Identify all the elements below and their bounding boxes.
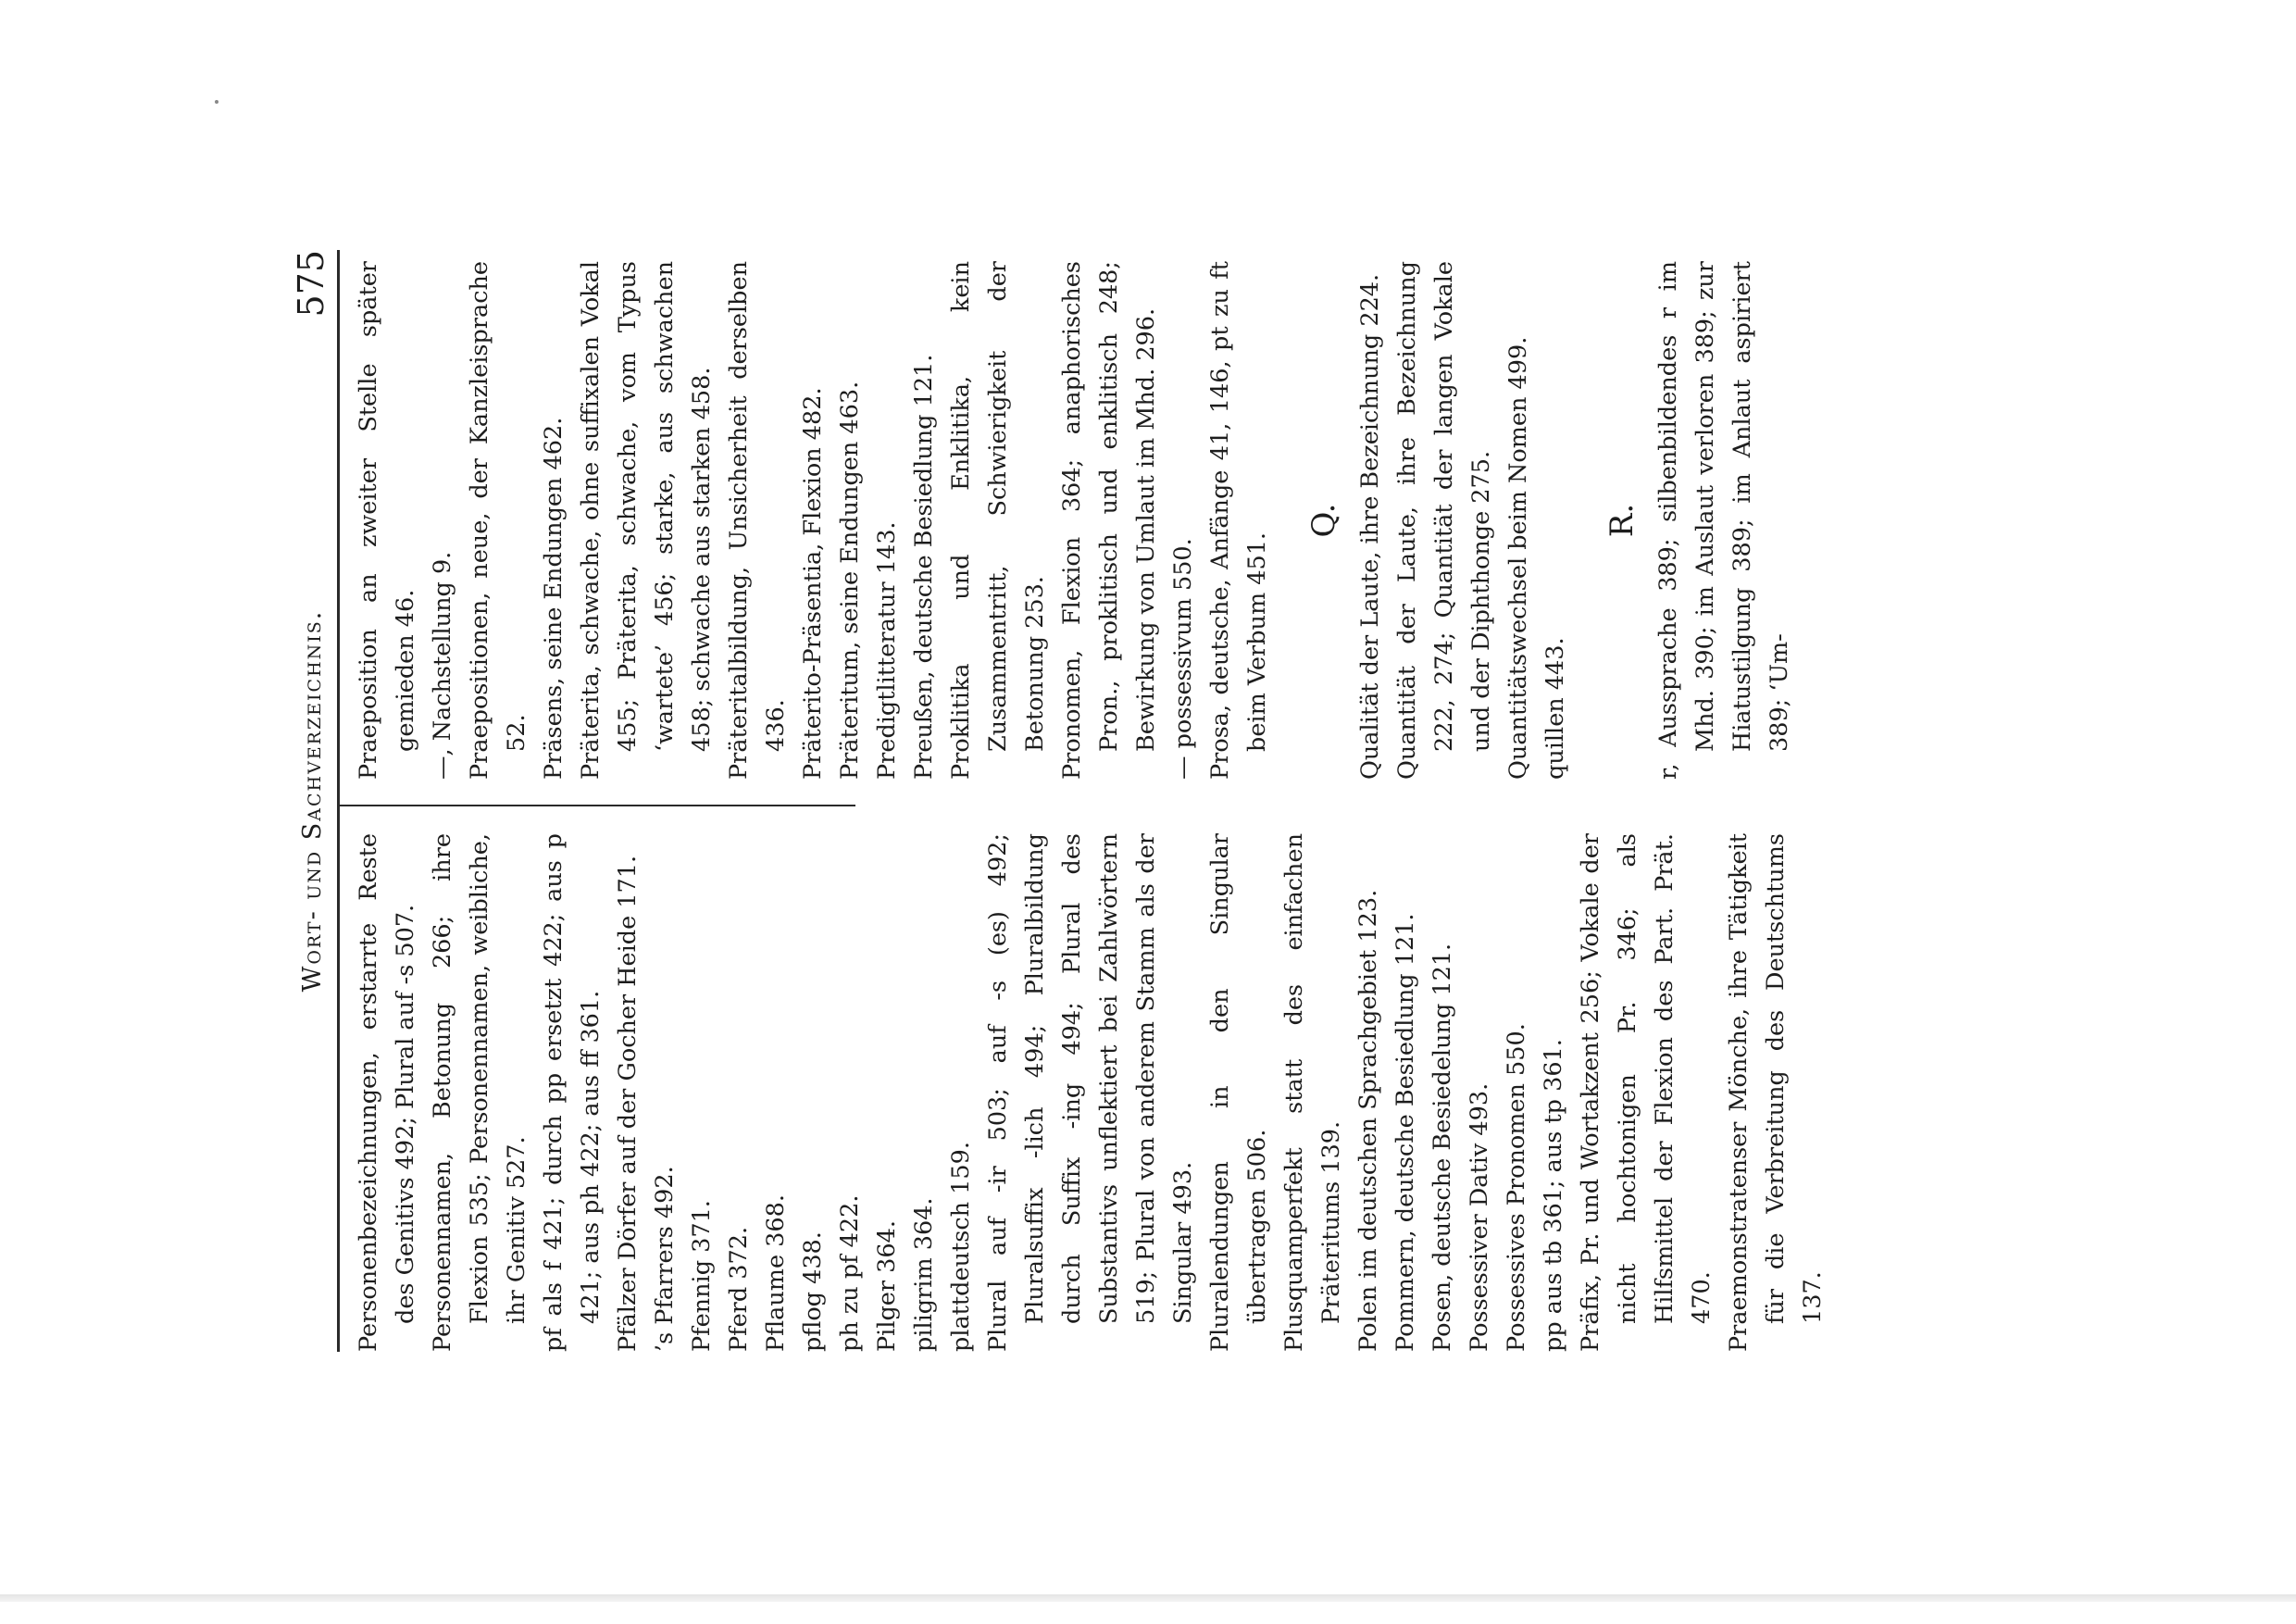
index-entry: pf als f 421; durch pp ersetzt 422; aus p 421; aus ph 422; aus ff 361. [540, 833, 605, 1352]
scan-edge [0, 1594, 2296, 1602]
index-entry: Qualität der Laute, ihre Bezeichnung 224. [1356, 273, 1384, 780]
index-entry: pflog 438. [799, 1231, 827, 1352]
scan-speck [215, 100, 218, 104]
index-entry: Possessiver Dativ 493. [1466, 1082, 1493, 1352]
page-number: 575 [291, 250, 331, 318]
index-entry: Präterita, schwache, ohne suffixalen Vokal 455; Präterita, schwache, vom Typus ‘wartete’ 456; starke, aus schwachen 458; schwache aus starken 458. [577, 261, 716, 780]
index-entry: Quantität der Laute, ihre Bezeichnung 222, 274; Quantität der langen Vokale und der Diphthonge 275. [1393, 261, 1495, 780]
index-entry: Personennamen, Betonung 266; ihre Flexion 535; Personennamen, weibliche, ihr Genitiv 527. [429, 833, 530, 1352]
running-header [287, 250, 340, 1352]
index-entry: Präsens, seine Endungen 462. [540, 417, 568, 780]
index-entry: Plural auf -ir 503; auf -s (es) 492; Pluralsuffix -lich 494; Pluralbildung durch Suffix -ing 494; Plural des Substantivs unflektiert bei Zahlwörtern 519; Plural von anderem Stamm als der Singular 493. [984, 833, 1197, 1352]
running-title: Wort- und Sachverzeichnis. [298, 609, 327, 993]
index-entry: Praepositionen, neue, der Kanzleisprache 52. [466, 261, 530, 780]
index-entry: Präfix, Pr. und Wortakzent 256; Vokale der nicht hochtonigen Pr. 346; als Hilfsmittel der Flexion des Part. Prät. 470. [1577, 833, 1716, 1352]
index-entry: piligrim 364. [910, 1197, 938, 1352]
index-entry: Präterito-Präsentia, Flexion 482. [799, 387, 827, 780]
index-entry: Pfennig 371. [688, 1200, 716, 1352]
right-column [350, 261, 2183, 780]
index-entry: — possessivum 550. [1169, 538, 1197, 780]
section-heading-r: R. [1603, 503, 1641, 538]
column-divider [337, 805, 855, 806]
index-entry: Possessives Pronomen 550. [1503, 1023, 1530, 1352]
index-entry: Preußen, deutsche Besiedlung 121. [910, 354, 938, 780]
index-entry: Posen, deutsche Besiedelung 121. [1429, 943, 1456, 1352]
index-entry: quillen 443. [1541, 637, 1569, 780]
index-entry: Pilger 364. [873, 1220, 901, 1352]
index-entry: Pferd 372. [725, 1226, 753, 1352]
index-entry: Praemonstratenser Mönche, ihre Tätigkeit für die Verbreitung des Deutschtums 137. [1725, 833, 1827, 1352]
index-entry: Quantitätswechsel beim Nomen 499. [1504, 336, 1532, 780]
index-entry: Personenbezeichnungen, erstarrte Reste des Genitivs 492; Plural auf -s 507. [355, 833, 419, 1352]
index-entry: Pluralendungen in den Singular übertragen 506. [1206, 833, 1271, 1352]
rotated-book-page [287, 250, 2194, 1352]
index-entry: Präteritum, seine Endungen 463. [836, 381, 864, 780]
index-entry: Prosa, deutsche, Anfänge 41, 146, pt zu ft beim Verbum 451. [1206, 261, 1271, 780]
index-entry: Pommern, deutsche Besiedlung 121. [1391, 913, 1419, 1352]
index-entry: Proklitika und Enklitika, kein Zusammentritt, Schwierigkeit der Betonung 253. [947, 261, 1049, 780]
index-entry: ’s Pfarrers 492. [651, 1166, 679, 1352]
index-entry: pp aus tb 361; aus tp 361. [1540, 1039, 1567, 1352]
index-entry: Pflaume 368. [762, 1194, 790, 1352]
index-entry: r, Aussprache 389; silbenbildendes r im Mhd. 390; im Auslaut verloren 389; zur Hiatustilgung 389; im Anlaut aspiriert 389; ‘Um- [1654, 261, 1793, 780]
index-entry: Praeposition an zweiter Stelle später gemieden 46. [355, 261, 419, 780]
index-entry: —, Nachstellung 9. [429, 551, 456, 780]
index-entry: Predigtlitteratur 143. [873, 521, 901, 780]
index-entry: Pfälzer Dörfer auf der Gocher Heide 171. [614, 855, 642, 1352]
index-entry: Präteritalbildung, Unsicherheit derselben 436. [725, 261, 790, 780]
index-entry: ph zu pf 422. [836, 1194, 864, 1352]
index-entry: plattdeutsch 159. [947, 1142, 975, 1352]
index-entry: Plusquamperfekt statt des einfachen Präteritums 139. [1280, 833, 1345, 1352]
left-column [350, 833, 2183, 1352]
index-entry: Pronomen, Flexion 364; anaphorisches Pron., proklitisch und enklitisch 248; Bewirkung von Umlaut im Mhd. 296. [1058, 261, 1160, 780]
section-heading-q: Q. [1305, 503, 1342, 538]
index-entry: Polen im deutschen Sprachgebiet 123. [1354, 889, 1382, 1352]
